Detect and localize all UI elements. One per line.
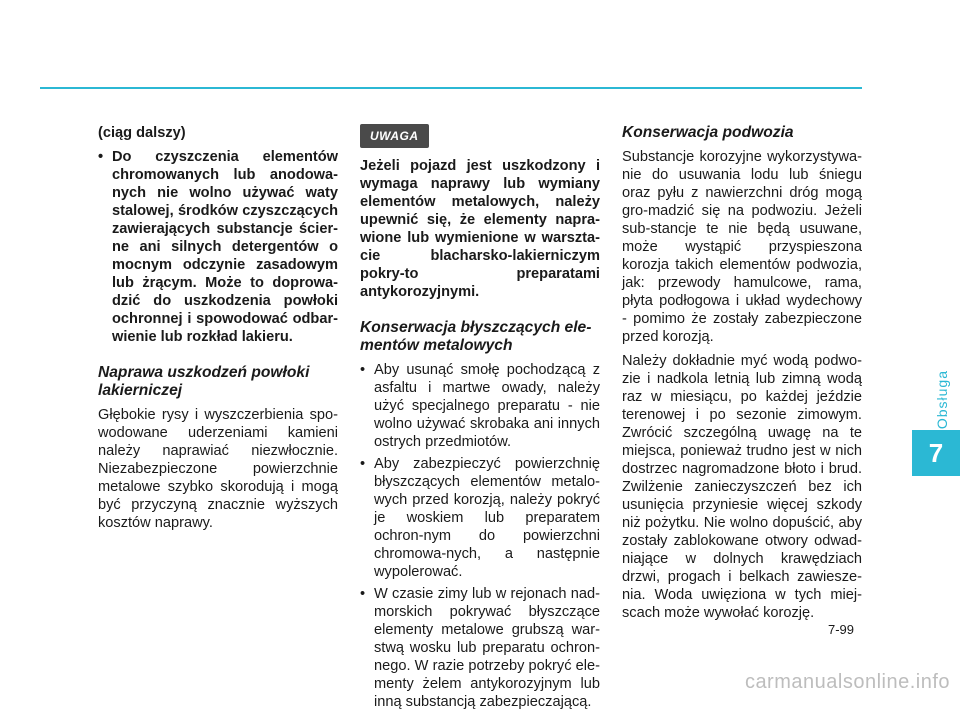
column-3 <box>622 124 862 628</box>
bullet-icon: • <box>360 456 366 472</box>
chapter-tab: 7 <box>912 430 960 476</box>
section-heading-underbody: Konserwacja podwozia <box>622 124 794 141</box>
page-number: 7-99 <box>828 622 855 637</box>
bullet-text: Aby usunąć smołę pochodzącą z asfaltu i martwe owady, należy użyć specjalnego preparatu - nie wolno używać skrobaka ani innych ostrych przedmiotów. <box>374 362 600 450</box>
continued-label: (ciąg dalszy) <box>98 125 186 141</box>
header-rule <box>40 87 862 89</box>
paint-repair-paragraph: Głębokie rysy i wyszczerbienia spo-wodowane uderzeniami kamieni należy naprawiać niezwłocznie. Niezabezpieczone powierzchnie metalowe szybko skorodują i mogą być przyczyną znacznie wyższych kosztów naprawy. <box>98 407 338 531</box>
bullet-icon: • <box>360 362 366 378</box>
warning-badge: UWAGA <box>360 124 429 148</box>
bullet-text: Aby zabezpieczyć powierzchnię błyszczących elementów metalo-wych przed korozją, należy pokryć je woskiem lub preparatem ochron-nym do powierzchni chromowa-nych, a następnie wypolerować. <box>374 456 600 580</box>
bullet-text: Do czyszczenia elementów chromowanych lub anodowa-nych nie wolno używać waty stalowej, środków czyszczących zawierających substancje ścier-ne ani silnych detergentów o mocnym odczynie zasadowym lub żrącym. Może to doprowa-dzić do uszkodzenia powłoki ochronnej i spowodować odbar-wienie lub rozkład lakieru. <box>112 149 338 345</box>
bullet-icon: • <box>98 149 104 165</box>
watermark: carmanualsonline.info <box>744 671 950 693</box>
chapter-label: Obsługa <box>934 370 950 430</box>
section-heading-paint-repair: Naprawa uszkodzeń powłoki lakierniczej <box>98 364 310 399</box>
underbody-paragraph-2: Należy dokładnie myć wodą podwo-zie i nadkola letnią lub zimną wodą raz w miesiącu, po każdej jeździe terenowej i po sezonie zimowym. Zwrócić szczególną uwagę na te miejsca, ponieważ trudno jest w nich dostrzec nagromadzone błoto i brud. Zwilżenie zanieczyszczeń bez ich usunięcia przyniesie więcej szkody niż pożytku. Nie wolno dopuścić, aby zostały zablokowane otwory odwad-niające w dolnych krawędziach drzwi, progach i belkach zawiesze-nia. Woda uwięziona w tych miej-scach może wywołać korozję. <box>622 353 862 621</box>
column-1 <box>98 124 338 538</box>
bullet-icon: • <box>360 586 366 602</box>
list-item <box>98 148 338 346</box>
column-2 <box>360 124 600 717</box>
list-item <box>360 455 600 581</box>
list-item <box>360 585 600 711</box>
bright-metal-list <box>360 361 600 711</box>
caution-bullet-list <box>98 148 338 346</box>
list-item <box>360 361 600 451</box>
warning-text: Jeżeli pojazd jest uszkodzony i wymaga naprawy lub wymiany elementów metalowych, należy upewnić się, że elementy napra-wione lub wymienione w warszta-cie blacharsko-lakierniczym pokry-to preparatami antykorozyjnymi. <box>360 158 600 300</box>
underbody-paragraph-1: Substancje korozyjne wykorzystywa-nie do usuwania lodu lub śniegu oraz pyłu z nawierzchni dróg mogą gro-madzić się na podwoziu. Jeżeli sub-stancje te nie będą usuwane, może wystąpić przyspieszona korozja takich elementów podwozia, jak: przewody hamulcowe, rama, płyta podłogowa i układ wydechowy - pomimo że zostały zabezpieczone przed korozją. <box>622 149 862 345</box>
section-heading-bright-metal: Konserwacja błyszczących ele-mentów metalowych <box>360 319 592 354</box>
bullet-text: W czasie zimy lub w rejonach nad-morskich pokrywać błyszczące elementy metalowe grubszą war-stwą wosku lub preparatu ochron-nego. W razie potrzeby pokryć ele-menty żelem antykorozyjnym lub inną substancją zabezpieczającą. <box>374 586 600 710</box>
